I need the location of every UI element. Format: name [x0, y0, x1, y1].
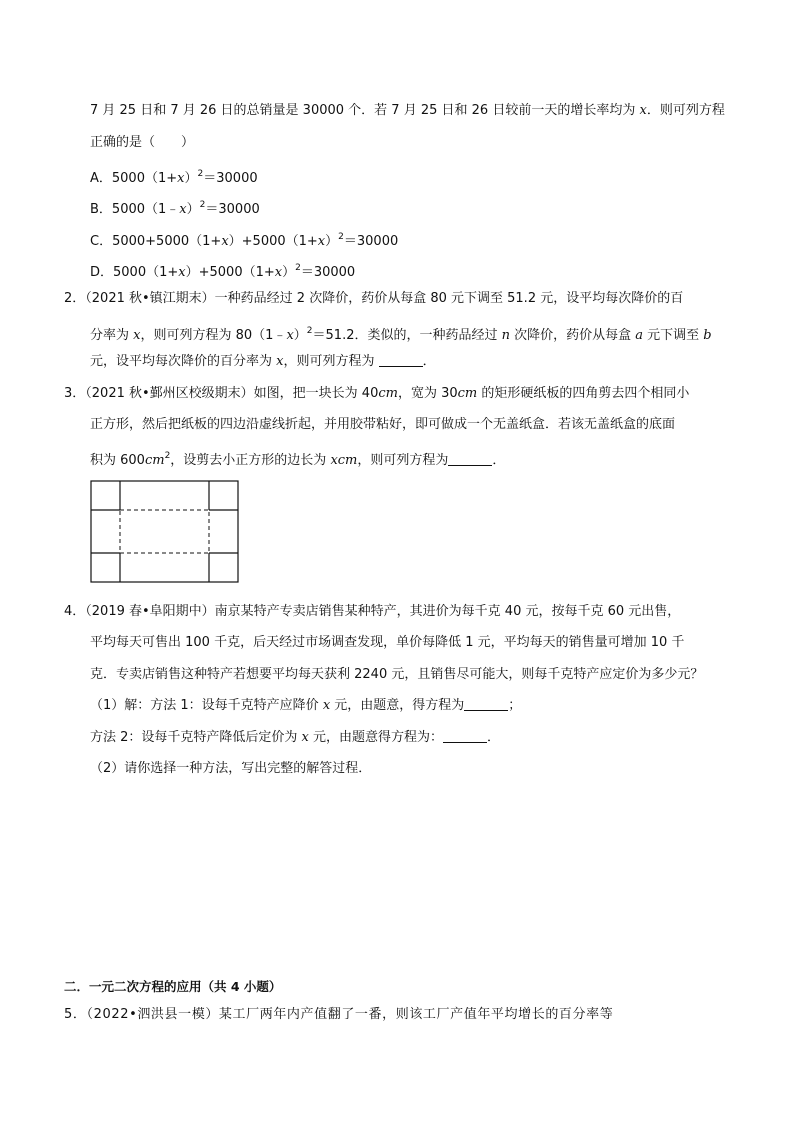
q2-answer-blank[interactable]	[379, 354, 423, 367]
q4-line2: 平均每天可售出 100 千克，后天经过市场调查发现，单价每降低 1 元，平均每天的销售量可增加 10 千	[90, 635, 685, 650]
q1-option-b[interactable]: B．5000（1﹣x）$^2$＝30000	[90, 200, 260, 217]
q3-answer-blank[interactable]	[448, 453, 492, 466]
q3-line2: 正方形，然后把纸板的四边沿虚线折起，并用胶带粘好，即可做成一个无盖纸盒．若该无盖纸盒的底面	[90, 417, 676, 432]
section-heading: 二．一元二次方程的应用（共 4 小题）	[64, 979, 282, 994]
q2-line1: 2．（2021 秋•镇江期末）一种药品经过 2 次降价，药价从每盒 80 元下调至 51.2 元，设平均每次降价的百	[64, 291, 684, 306]
q4-line1: 4．（2019 春•阜阳期中）南京某特产专卖店销售某种特产，其进价为每千克 40 元，按每千克 60 元出售，	[64, 604, 681, 619]
fold-dashed-rect	[120, 510, 209, 553]
cardboard-figure	[90, 480, 240, 584]
q1-option-c[interactable]: C．$5000+5000(1+x)+5000(1+x)^2=30000$	[90, 232, 399, 249]
q4-part1-method1: （1）解：方法 1：设每千克特产应降价 x 元，由题意，得方程为 ；	[90, 698, 522, 713]
q4-method2-blank[interactable]	[443, 730, 487, 743]
q3-line3: 积为 $600cm^2$，设剪去小正方形的边长为 xcm，则可列方程为 ．	[90, 451, 506, 468]
q3-line1: 3．（2021 秋•鄞州区校级期末）如图，把一块长为 40cm，宽为 30cm 的矩形硬纸板的四角剪去四个相同小	[64, 386, 690, 401]
outer-rect	[91, 481, 238, 582]
q1-stem-line1: 7 月 25 日和 7 月 26 日的总销量是 30000 个．若 7 月 25 日和 26 日较前一天的增长率均为 x．则可列方程	[90, 103, 725, 118]
q4-method1-blank[interactable]	[464, 698, 508, 711]
q1-option-d[interactable]: D．$5000(1+x)+5000(1+x)^2=30000$	[90, 263, 356, 280]
q1-option-a[interactable]: A．$5000(1+x)^2=30000$	[90, 169, 258, 186]
q2-line3: 元，设平均每次降价的百分率为 x，则可列方程为 ．	[90, 354, 436, 369]
q1-stem-line2: 正确的是（ ）	[90, 135, 195, 150]
q5-line1: 5．（2022•泗洪县一模）某工厂两年内产值翻了一番，则该工厂产值年平均增长的百分率等	[64, 1007, 614, 1022]
q4-part2: （2）请你选择一种方法，写出完整的解答过程．	[90, 761, 372, 776]
q2-line2: 分率为 x，则可列方程为 80（1﹣x）$^2$＝51.2．类似的，一种药品经过 n 次降价，药价从每盒 a 元下调至 b	[90, 326, 712, 343]
q4-part1-method2: 方法 2：设每千克特产降低后定价为 x 元，由题意得方程为： ．	[90, 730, 501, 745]
q4-line3: 克．专卖店销售这种特产若想要平均每天获利 2240 元，且销售尽可能大，则每千克特产应定价为多少元？	[90, 667, 704, 682]
